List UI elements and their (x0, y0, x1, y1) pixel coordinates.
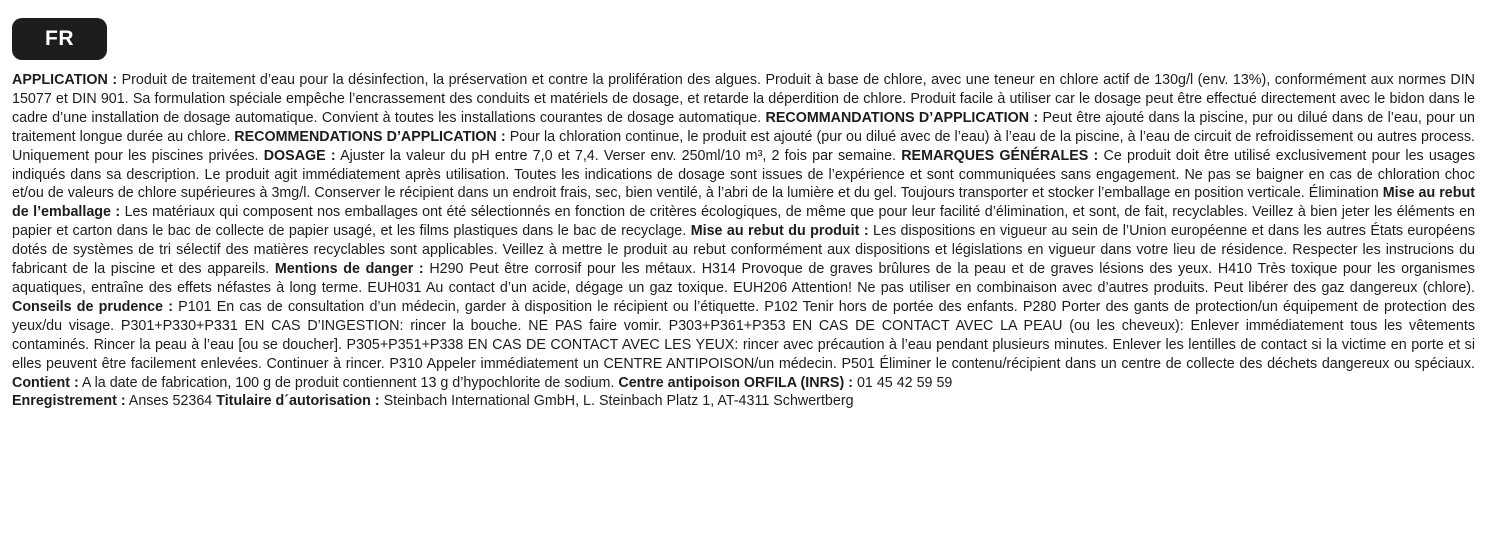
section-heading: RECOMMANDATIONS D’APPLICATION : (765, 109, 1039, 126)
section-text: Les dispositions en vigueur au sein de l’Union européenne et dans les autres États européens dotés de systèmes de tri sélectif des matières recyclables sont applicables. Veillez à mettre le produit au rebut conformément aux dispositions et législations en vigueur dans votre lieu de résidence. Respecter les instrucions du fabricant de la piscine et des appareils. (12, 223, 1475, 278)
section-text: P101 En cas de consultation d’un médecin, garder à disposition le récipient ou l’étiquette. P102 Tenir hors de portée des enfants. P280 Porter des gants de protection/un équipement de protection des yeux/du visage. P301+P330+P331 EN CAS D’INGESTION: rincer la bouche. NE PAS faire vomir. P303+P361+P353 EN CAS DE CONTACT AVEC LA PEAU (ou les cheveux): Enlever immédiatement tous les vêtements contaminés. Rincer la peau à l’eau [ou se doucher]. P305+P351+P338 EN CAS DE CONTACT AVEC LES YEUX: rincer avec précaution à l’eau pendant plusieurs minutes. Enlever les lentilles de contact si la victime en porte et si elles peuvent être facilement enlevées. Continuer à rincer. P310 Appeler immédiatement un CENTRE ANTIPOISON/un médecin. P501 Éliminer le contenu/récipient dans un centre de collecte des déchets dangereux ou spéciaux. (12, 298, 1475, 372)
section-heading: Mise au rebut de l’emballage : (12, 185, 1475, 221)
section-text: 01 45 42 59 59 (852, 374, 953, 391)
section-text: Les matériaux qui composent nos emballages ont été sélectionnés en fonction de critères écologiques, de même que pour leur facilité d’élimination, et sont, de fait, recyclables. Veillez à bien jeter les éléments en papier et carton dans le bac de collecte de papier usagé, et les films plastiques dans le bac de recyclage. (12, 204, 1475, 240)
section-heading: APPLICATION : (12, 72, 118, 88)
section-heading: Titulaire d´autorisation : (216, 393, 380, 410)
section-heading: RECOMMENDATIONS D’APPLICATION : (234, 128, 506, 145)
section-heading: Mise au rebut du produit : (690, 223, 869, 240)
section-heading: Enregistrement : (12, 393, 126, 410)
section-text: Pour la chloration continue, le produit est ajouté (pur ou dilué avec de l’eau) à l’eau de la piscine, à l’eau de circuit de refroidissement ou autres process. Uniquement pour les piscines privées. (12, 128, 1475, 164)
section-heading: Conseils de prudence : (12, 298, 173, 315)
language-badge-fr: FR (12, 18, 107, 60)
section-text: Ce produit doit être utilisé exclusivement pour les usages indiqués dans sa description. Le produit agit immédiatement après utilisation. Toutes les indications de dosage sont issues de l’expérience et sont communiquées sans engagement. Ne pas se baigner en cas de chloration choc et/ou de valeurs de chlore supérieures à 3mg/l. Conserver le récipient dans un endroit frais, sec, bien ventilé, à l’abri de la lumière et du gel. Toujours transporter et stocker l’emballage en position verticale. Élimination (12, 147, 1475, 202)
section-heading: Contient : (12, 374, 79, 391)
section-heading: REMARQUES GÉNÉRALES : (901, 147, 1099, 164)
section-text: H290 Peut être corrosif pour les métaux. H314 Provoque de graves brûlures de la peau et de graves lésions des yeux. H410 Très toxique pour les organismes aquatiques, entraîne des effets néfastes à long terme. EUH031 Au contact d’un acide, dégage un gaz toxique. EUH206 Attention! Ne pas utiliser en combinaison avec d’autres produits. Peut libérer des gaz dangereux (chlore). (12, 261, 1476, 296)
section-text: Steinbach International GmbH, L. Steinbach Platz 1, AT-4311 Schwertberg (379, 393, 854, 410)
section-text: Produit de traitement d’eau pour la désinfection, la préservation et contre la prolifération des algues. Produit à base de chlore, avec une teneur en chlore actif de 130g/l (env. 13%), conformément aux normes DIN 15077 et DIN 901. Sa formulation spéciale empêche l’encrassement des conduits et matériels de dosage, et retarde la déperdition de chlore. Produit facile à utiliser car le dosage peut être effectué directement avec le bidon dans le cadre d’une installation de dosage automatique. Convient à toutes les installations courantes de dosage automatique. (12, 72, 1476, 126)
section-text: A la date de fabrication, 100 g de produit contiennent 13 g d’hypochlorite de sodium. (78, 374, 619, 391)
section-heading: Mentions de danger : (274, 261, 424, 278)
section-text: Ajuster la valeur du pH entre 7,0 et 7,4. Verser env. 250ml/10 m³, 2 fois par semaine. (335, 147, 902, 164)
product-label-text (12, 71, 1475, 411)
section-text: Anses 52364 (125, 393, 217, 410)
section-text: Peut être ajouté dans la piscine, pur ou dilué dans de l’eau, pour un traitement longue durée au chlore. (12, 109, 1475, 145)
section-heading: Centre antipoison ORFILA (INRS) : (618, 374, 853, 391)
section-heading: DOSAGE : (263, 147, 336, 164)
